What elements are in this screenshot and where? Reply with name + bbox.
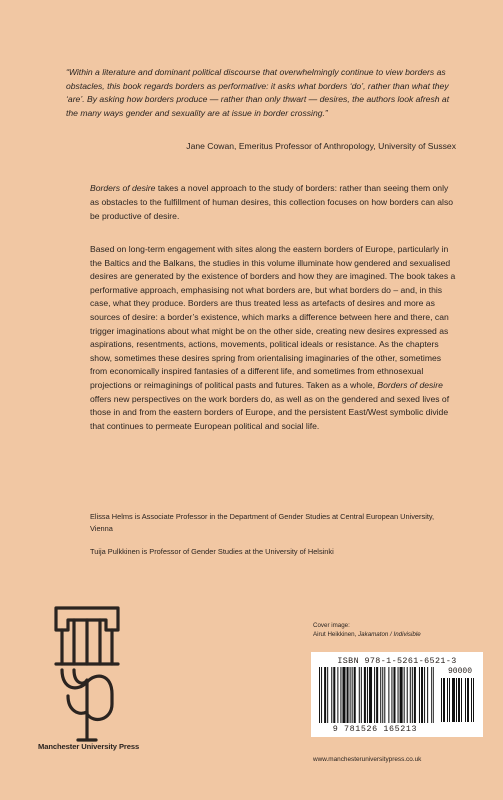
description-paragraph — [90, 243, 456, 433]
publisher-name: Manchester University Press — [38, 742, 140, 751]
isbn-barcode — [311, 652, 483, 737]
intro-paragraph — [90, 181, 456, 223]
addon-digits: 90000 — [447, 667, 472, 676]
book-title-body: Borders of desire — [377, 379, 443, 390]
editor-bio-helms: Elissa Helms is Associate Professor in the Department of Gender Studies at Central European University, Vienna — [90, 512, 435, 533]
cover-credit-line — [313, 631, 483, 640]
ean-digits: 9 781526 165213 — [332, 724, 418, 734]
cover-credit — [313, 622, 483, 639]
cover-credit-label: Cover image: — [313, 622, 350, 629]
addon-barcode-bars-icon — [441, 678, 481, 724]
barcode-bars-icon — [319, 667, 434, 725]
mup-logo-icon — [48, 600, 126, 750]
isbn-text: ISBN 978-1-5261-6521-3 — [337, 656, 457, 666]
description-part1: Based on long-term engagement with sites along the eastern borders of Europe, particularly in the Baltics and the Balkans, the studies in this volume illuminate how gendered and sexualised desires are generated by the existence of borders and how they are imagined. The book takes a performative approach, emphasising not what borders are, but what borders do – and, in this case, what they produce. Borders are thus treated less as artefacts of desires and more as sources of desire: a border’s existence, which marks a difference between here and there, can trigger imaginations about what might be on the other side, creating new desires expressed as aspirations, resentments, actions, movements, political ideals or resistance. As the chapters show, sometimes these desires spring from orientalising imaginaries of the other, sometimes from economically inspired fantasies of a different life, and sometimes from ethnosexual projections or reimaginings of political pasts and futures. Taken as a whole, — [90, 244, 456, 390]
quote-attribution: Jane Cowan, Emeritus Professor of Anthropology, University of Sussex — [186, 141, 456, 151]
intro-text: takes a novel approach to the study of borders: rather than seeing them only as obstacles to the fulfillment of human desires, this collection focuses on how borders can also be productive of desire. — [90, 183, 454, 221]
description-part2: offers new perspectives on the work borders do, as well as on the gendered and sexed lives of those in and from the eastern borders of Europe, and the persistent East/West symbolic divide that continues to permeate European political and social life. — [90, 393, 450, 431]
cover-artwork-title: Jakamaton / Indivisible — [358, 630, 421, 638]
publisher-website: www.manchesteruniversitypress.co.uk — [313, 756, 422, 763]
endorsement-quote — [66, 66, 456, 120]
editor-bio-pulkkinen: Tuija Pulkkinen is Professor of Gender Studies at the University of Helsinki — [90, 547, 334, 556]
cover-artist: Airut Heikkinen, — [313, 630, 359, 638]
book-title-intro: Borders of desire — [90, 183, 156, 193]
quote-text: “Within a literature and dominant political discourse that overwhelmingly continue to view borders as obstacles, this book regards borders as performative: it asks what borders ‘do’, rather than what they ‘are’. By asking how borders produce — rather than only thwart — desires, the authors look afresh at the many ways gender and sexuality are at issue in border crossing.” — [66, 67, 450, 118]
